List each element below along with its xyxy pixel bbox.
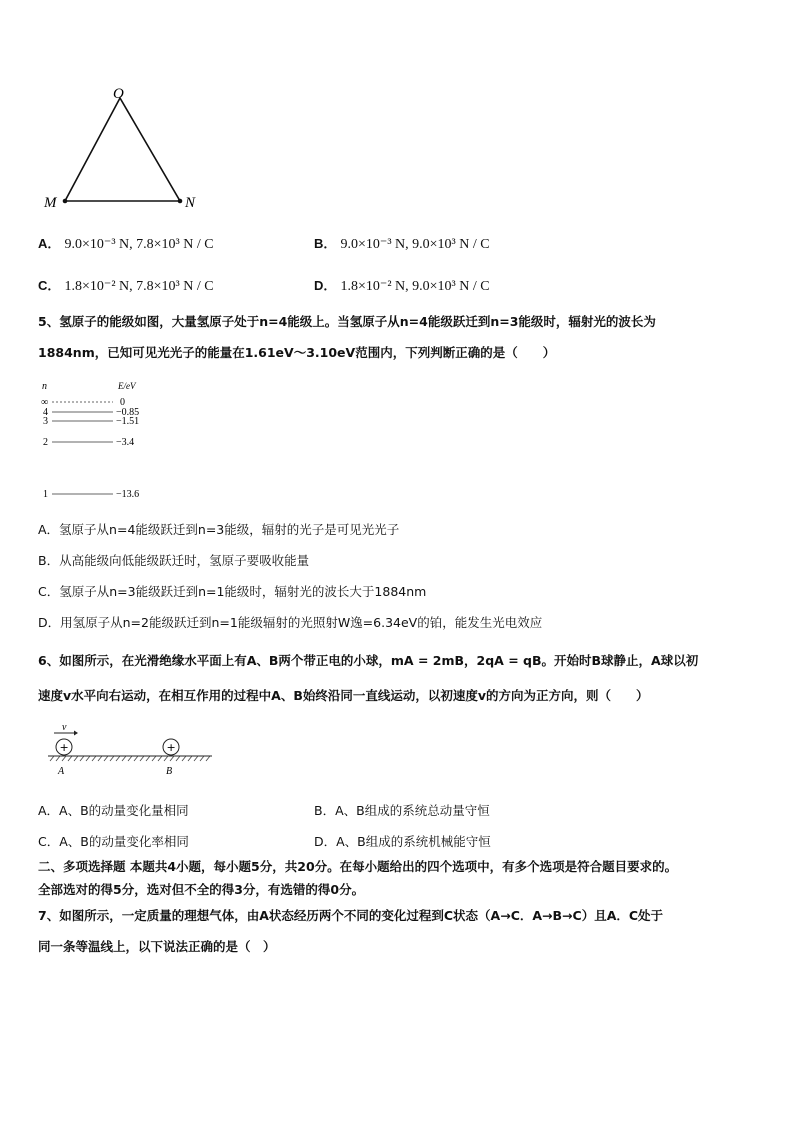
- q6-option-d: D．A、B组成的系统机械能守恒: [314, 834, 491, 849]
- balls-diagram: [44, 718, 219, 780]
- vertex-o-label: O: [113, 86, 124, 102]
- q5-option-d: D．用氢原子从n=2能级跃迁到n=1能级辐射的光照射W逸=6.34eV的铂，能发生光电效应: [38, 615, 543, 630]
- plus-icon: +: [59, 741, 69, 754]
- arrow-head-icon: [74, 731, 78, 736]
- n-header: n: [42, 381, 47, 392]
- option-label: B．: [314, 236, 337, 251]
- level-n-label: ∞: [41, 397, 49, 408]
- q5-stem-line2: 1884nm，已知可见光光子的能量在1.61eV～3.10eV范围内，下列判断正确的是（ ）: [38, 345, 556, 360]
- point-n: [178, 199, 183, 204]
- level-e-label: −13.6: [116, 489, 140, 500]
- vertex-m-label: M: [44, 195, 57, 211]
- option-label: A．: [38, 236, 61, 251]
- vertex-n-label: N: [185, 195, 196, 211]
- q4-option-d: [314, 275, 490, 295]
- option-label: C．: [38, 278, 61, 293]
- section2-heading-line1: 二、多项选择题 本题共4小题，每小题5分，共20分。在每小题给出的四个选项中，有多个选项是符合题目要求的。: [38, 859, 678, 874]
- level-e-label: 0: [120, 397, 125, 408]
- level-e-label: −3.4: [116, 437, 135, 448]
- option-text: 9.0×10⁻³ N, 7.8×10³ N / C: [64, 237, 214, 252]
- q4-option-b: [314, 233, 490, 253]
- level-n-label: 1: [43, 489, 48, 500]
- triangle-diagram: [40, 80, 210, 215]
- energy-level-diagram: [38, 378, 168, 503]
- option-text: 1.8×10⁻² N, 9.0×10³ N / C: [340, 279, 490, 294]
- q4-option-a: [38, 233, 214, 253]
- q5-option-a: A．氢原子从n=4能级跃迁到n=3能级，辐射的光子是可见光光子: [38, 522, 400, 537]
- ground-hatch: [50, 756, 210, 761]
- velocity-label: v: [62, 722, 67, 733]
- level-n-label: 2: [43, 437, 48, 448]
- level-n-label: 4: [43, 407, 48, 418]
- point-m: [63, 199, 68, 204]
- level-e-label: −1.51: [116, 416, 140, 427]
- q7-stem-line1: 7、如图所示，一定质量的理想气体，由A状态经历两个不同的变化过程到C状态（A→C．A→B→C）且A．C处于: [38, 908, 664, 923]
- level-n-label: 3: [43, 416, 48, 427]
- q6-option-b: B．A、B组成的系统总动量守恒: [314, 803, 490, 818]
- q5-option-c: C．氢原子从n=3能级跃迁到n=1能级时，辐射光的波长大于1884nm: [38, 584, 427, 599]
- q5-option-b: B．从高能级向低能级跃迁时，氢原子要吸收能量: [38, 553, 310, 568]
- level-e-label: −0.85: [116, 407, 140, 418]
- q4-option-c: [38, 275, 214, 295]
- e-header: E/eV: [118, 381, 136, 391]
- ball-b-label: B: [166, 766, 173, 777]
- option-text: 9.0×10⁻³ N, 9.0×10³ N / C: [340, 237, 490, 252]
- q6-option-a: A．A、B的动量变化量相同: [38, 803, 189, 818]
- ball-a-label: A: [58, 766, 65, 777]
- q7-stem-line2: 同一条等温线上，以下说法正确的是（ ）: [38, 939, 276, 954]
- q6-stem-line2: 速度v水平向右运动，在相互作用的过程中A、B始终沿同一直线运动，以初速度v的方向为正方向，则（ ）: [38, 688, 649, 703]
- section2-heading-line2: 全部选对的得5分，选对但不全的得3分，有选错的得0分。: [38, 882, 365, 897]
- q6-stem-line1: 6、如图所示，在光滑绝缘水平面上有A、B两个带正电的小球，mA = 2mB，2qA = qB。开始时B球静止，A球以初: [38, 653, 699, 668]
- q6-option-c: C．A、B的动量变化率相同: [38, 834, 189, 849]
- option-text: 1.8×10⁻² N, 7.8×10³ N / C: [64, 279, 214, 294]
- plus-icon: +: [166, 741, 176, 754]
- option-label: D．: [314, 278, 337, 293]
- q5-stem-line1: 5、氢原子的能级如图，大量氢原子处于n=4能级上。当氢原子从n=4能级跃迁到n=3能级时，辐射光的波长为: [38, 314, 656, 329]
